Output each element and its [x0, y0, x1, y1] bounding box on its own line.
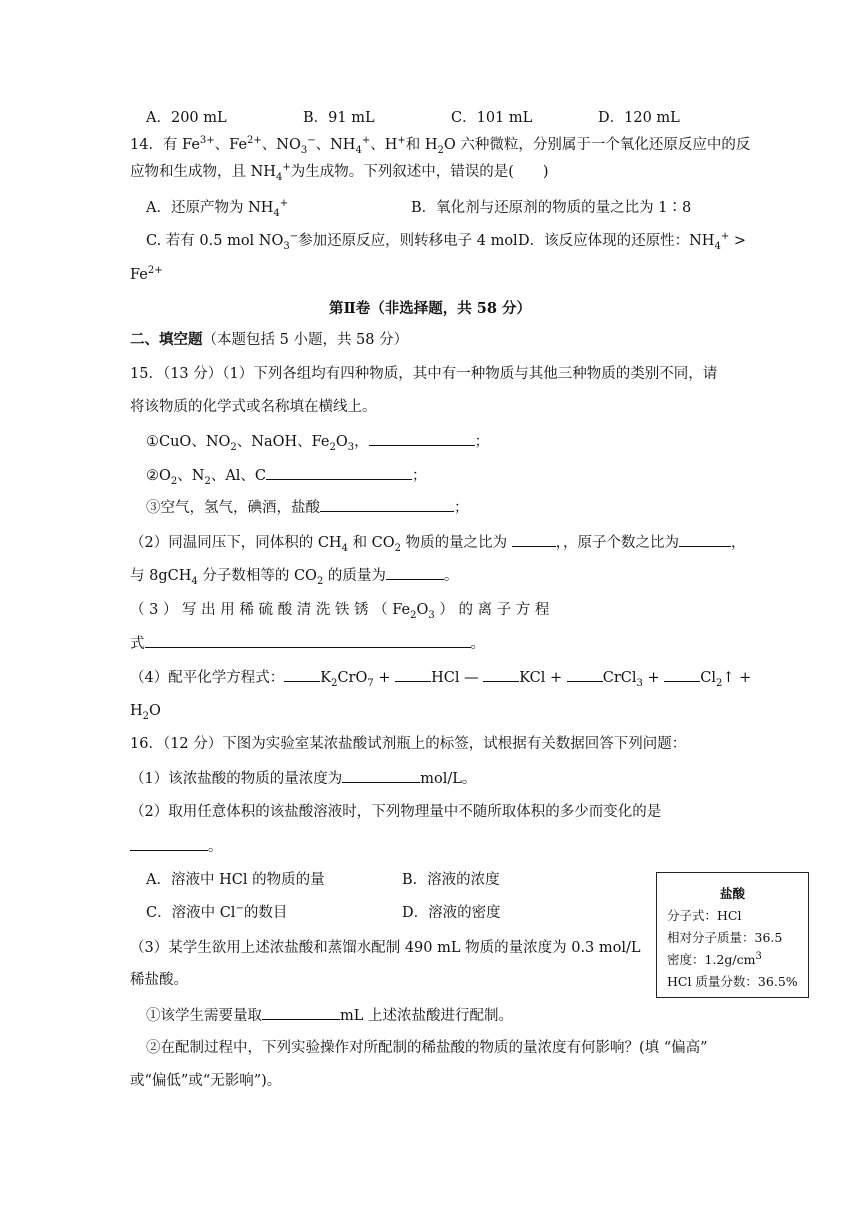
q15-part4: （4）配平化学方程式： $K_2CrO_7$ + HCl — KCl + CrCl$_3$ + $Cl_2↑$ + [130, 667, 751, 688]
q15-item2: $②O_2$、$N_2$、Al、C ； [146, 465, 427, 486]
q15-coef-kcl[interactable] [483, 667, 519, 682]
q15-blank-co2-mass[interactable] [386, 565, 444, 580]
q15-coef-hcl[interactable] [395, 667, 431, 682]
q15-part2-line1: （2）同温同压下，同体积的 $CH_4$ 和 $CO_2$ 物质的量之比为 ，，原子个数之比为 ， [130, 532, 746, 553]
q15-coef-k2cr2o7[interactable] [284, 667, 320, 682]
q15-part4-wrap: $H_2O$ [130, 703, 161, 722]
q16-part3-i: ①该学生需要量取 mL 上述浓盐酸进行配制。 [146, 1005, 513, 1026]
q16-option-c: C．溶液中 Cl−的数目 [146, 903, 288, 921]
q14-option-d: D．该反应体现的还原性：$NH_4^+$ > [518, 231, 746, 252]
reagent-label-formula: 分子式：HCl [667, 908, 742, 923]
q16-blank-concentration[interactable] [342, 768, 420, 783]
q15-item1: ①CuO、$NO_2$、NaOH、$Fe_2O_3$， ； [146, 431, 489, 452]
q15-coef-cl2[interactable] [664, 667, 700, 682]
q15-coef-crcl3[interactable] [567, 667, 603, 682]
q15-blank-ionic-equation[interactable] [145, 633, 471, 648]
q13-option-c: C．101 mL [451, 110, 533, 126]
q16-part2-wrap: 。 [130, 836, 223, 857]
q15-blank-1[interactable] [369, 431, 475, 446]
q16-part3-line1: （3）某学生欲用上述浓盐酸和蒸馏水配制 490 mL 物质的量浓度为 0.3 mol/L [130, 940, 641, 956]
q15-part3-line2: 式 。 [130, 633, 485, 654]
q15-intro-line1: 15．（13 分）（1）下列各组均有四种物质，其中有一种物质与其他三种物质的类别不同，请 [130, 366, 718, 382]
q16-blank-volume[interactable] [262, 1005, 340, 1020]
section-heading: 二、填空题（本题包括 5 小题，共 58 分） [130, 331, 409, 348]
q14-option-d-wrap: $Fe^{2+}$ [130, 265, 163, 283]
q15-part3-line1: （ 3 ） 写 出 用 稀 硫 酸 清 洗 铁 锈 （ $Fe_2O_3$ ） 的 离 子 方 程 [130, 602, 550, 621]
q16-part3-ii-line1: ②在配制过程中，下列实验操作对所配制的稀盐酸的物质的量浓度有何影响？(填 “偏高” [146, 1040, 708, 1056]
reagent-label-molar-mass: 相对分子质量：36.5 [667, 930, 783, 945]
reagent-label-mass-fraction: HCl 质量分数：36.5% [667, 974, 798, 989]
reagent-label-density: 密度：$1.2g/cm^3$ [667, 950, 762, 967]
q14-stem-line2: 应物和生成物，且 $NH_4^+$为生成物。下列叙述中，错误的是( ) [130, 162, 549, 183]
q14-option-b: B．氧化剂与还原剂的物质的量之比为 1∶8 [411, 200, 692, 216]
q14-option-a: A．还原产物为 $NH_4^+$ [146, 198, 289, 219]
q13-option-b: B．91 mL [303, 110, 375, 126]
q16-intro: 16．（12 分）下图为实验室某浓盐酸试剂瓶上的标签，试根据有关数据回答下列问题： [130, 736, 687, 752]
reagent-label-box [656, 872, 809, 998]
q16-part3-ii-line2: 或“偏低”或“无影响”)。 [130, 1073, 282, 1089]
q16-option-b: B．溶液的浓度 [402, 872, 500, 888]
q16-part1: （1）该浓盐酸的物质的量浓度为 mol/L。 [130, 768, 476, 789]
q15-part2-line2: 与 8gCH$_4$ 分子数相等的 $CO_2$ 的质量为 。 [130, 565, 458, 586]
q13-option-d: D．120 mL [598, 110, 680, 126]
q16-option-d: D．溶液的密度 [402, 905, 501, 921]
q15-blank-3[interactable] [320, 497, 454, 512]
q16-part3-line2: 稀盐酸。 [130, 972, 188, 988]
q15-blank-atom-ratio[interactable] [679, 532, 731, 547]
q14-stem-line1: 14．有 $Fe^{3+}$、$Fe^{2+}$、$NO_3^-$、$NH_4^+$、H+和 $H_2O$ 六种微粒，分别属于一个氧化还原反应中的反 [130, 135, 751, 156]
reagent-label-title: 盐酸 [719, 886, 745, 901]
q15-blank-mole-ratio[interactable] [512, 532, 556, 547]
q15-intro-line2: 将该物质的化学式或名称填在横线上。 [130, 399, 377, 415]
q16-part2: （2）取用任意体积的该盐酸溶液时，下列物理量中不随所取体积的多少而变化的是 [130, 804, 662, 820]
q15-item3: ③空气，氢气，碘酒，盐酸 ； [146, 497, 469, 518]
section-title: 第Ⅱ卷（非选择题，共 58 分） [329, 300, 531, 317]
q16-blank-invariant[interactable] [130, 836, 208, 851]
q16-option-a: A．溶液中 HCl 的物质的量 [146, 872, 325, 888]
q13-option-a: A．200 mL [146, 110, 227, 126]
q15-blank-2[interactable] [266, 465, 412, 480]
q14-option-c: C. 若有 0.5 mol $NO_3^-$参加还原反应，则转移电子 4 mol [146, 231, 518, 252]
